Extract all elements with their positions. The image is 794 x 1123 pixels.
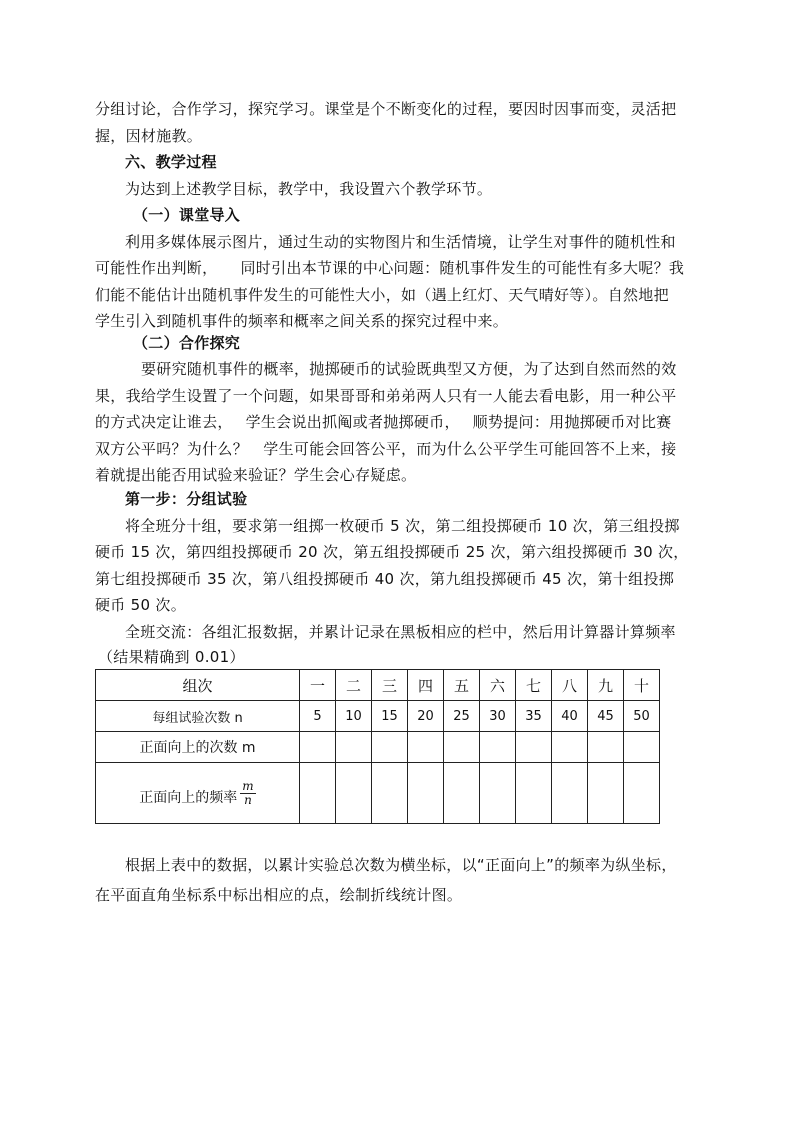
trials-cell: 50 <box>624 701 660 732</box>
paragraph-line: 硬币 15 次，第四组投掷硬币 20 次，第五组投掷硬币 25 次，第六组投掷硬币 30 次， <box>95 543 689 561</box>
paragraph-line: 分组讨论，合作学习，探究学习。课堂是个不断变化的过程，要因时因事而变，灵活把 <box>95 100 677 118</box>
paragraph-line: 们能不能估计出随机事件发生的可能性大小，如（遇上红灯、天气晴好等）。自然地把 <box>95 286 669 304</box>
paragraph-line: 双方公平吗？为什么？ 学生可能会回答公平，而为什么公平学生可能回答不上来，接 <box>95 440 677 458</box>
empty-cell <box>408 732 444 763</box>
fraction-denominator: n <box>244 792 252 807</box>
group-cell: 九 <box>588 670 624 701</box>
paragraph-line: 果，我给学生设置了一个问题，如果哥哥和弟弟两人只有一人能去看电影，用一种公平 <box>95 387 677 405</box>
trials-cell: 20 <box>408 701 444 732</box>
table-header-cell: 组次 <box>96 670 300 701</box>
paragraph-line: 第七组投掷硬币 35 次，第八组投掷硬币 40 次，第九组投掷硬币 45 次，第十组投掷 <box>95 570 675 588</box>
empty-cell <box>444 763 480 824</box>
empty-cell <box>408 763 444 824</box>
group-cell: 七 <box>516 670 552 701</box>
table-row <box>96 763 660 824</box>
table-header-cell <box>96 763 300 824</box>
frequency-label-text: 正面向上的频率 <box>139 789 238 806</box>
paragraph-line: 根据上表中的数据，以累计实验总次数为横坐标，以“正面向上”的频率为纵坐标， <box>125 856 677 874</box>
paragraph-line: 的方式决定让谁去， 学生会说出抓阄或者抛掷硬币， 顺势提问：用抛掷硬币对比赛 <box>95 413 672 431</box>
empty-cell <box>336 763 372 824</box>
table-row <box>96 701 660 732</box>
empty-cell <box>480 732 516 763</box>
group-cell: 十 <box>624 670 660 701</box>
group-cell: 四 <box>408 670 444 701</box>
group-cell: 六 <box>480 670 516 701</box>
paragraph-line: 在平面直角坐标系中标出相应的点，绘制折线统计图。 <box>95 886 463 904</box>
paragraph-line: 将全班分十组，要求第一组掷一枚硬币 5 次，第二组投掷硬币 10 次，第三组投掷 <box>125 517 680 535</box>
empty-cell <box>336 732 372 763</box>
group-cell: 一 <box>300 670 336 701</box>
subsection-heading: （一）课堂导入 <box>133 206 241 224</box>
table-header-cell: 正面向上的次数 m <box>96 732 300 763</box>
paragraph-line: （结果精确到 0.01） <box>98 648 245 666</box>
trials-cell: 10 <box>336 701 372 732</box>
empty-cell <box>372 732 408 763</box>
empty-cell <box>624 763 660 824</box>
trials-cell: 35 <box>516 701 552 732</box>
trials-cell: 40 <box>552 701 588 732</box>
empty-cell <box>516 763 552 824</box>
frequency-label <box>139 780 255 807</box>
trials-cell: 30 <box>480 701 516 732</box>
group-cell: 二 <box>336 670 372 701</box>
table-header-cell: 每组试验次数 n <box>96 701 300 732</box>
section-heading: 六、教学过程 <box>125 153 217 171</box>
paragraph-line: 为达到上述教学目标，教学中，我设置六个教学环节。 <box>125 180 493 198</box>
paragraph-line: 学生引入到随机事件的频率和概率之间关系的探究过程中来。 <box>95 312 509 330</box>
paragraph-line: 利用多媒体展示图片，通过生动的实物图片和生活情境，让学生对事件的随机性和 <box>125 233 676 251</box>
table-row <box>96 732 660 763</box>
group-cell: 八 <box>552 670 588 701</box>
step-heading: 第一步：分组试验 <box>125 490 248 508</box>
paragraph-line: 硬币 50 次。 <box>95 596 187 614</box>
empty-cell <box>516 732 552 763</box>
table-row <box>96 670 660 701</box>
empty-cell <box>300 763 336 824</box>
coin-toss-table <box>95 669 660 824</box>
paragraph-line: 握，因材施教。 <box>95 127 203 145</box>
empty-cell <box>624 732 660 763</box>
paragraph-line: 要研究随机事件的概率，抛掷硬币的试验既典型又方便，为了达到自然而然的效 <box>141 360 677 378</box>
empty-cell <box>372 763 408 824</box>
empty-cell <box>552 732 588 763</box>
trials-cell: 5 <box>300 701 336 732</box>
empty-cell <box>588 763 624 824</box>
paragraph-line: 着就提出能否用试验来验证？学生会心存疑虑。 <box>95 466 417 484</box>
group-cell: 三 <box>372 670 408 701</box>
empty-cell <box>300 732 336 763</box>
trials-cell: 25 <box>444 701 480 732</box>
trials-cell: 15 <box>372 701 408 732</box>
subsection-heading: （二）合作探究 <box>133 334 241 352</box>
trials-cell: 45 <box>588 701 624 732</box>
paragraph-line: 可能性作出判断， 同时引出本节课的中心问题：随机事件发生的可能性有多大呢？我 <box>95 259 685 277</box>
paragraph-line: 全班交流：各组汇报数据，并累计记录在黑板相应的栏中，然后用计算器计算频率 <box>125 623 676 641</box>
group-cell: 五 <box>444 670 480 701</box>
fraction-m-over-n <box>240 780 255 807</box>
empty-cell <box>552 763 588 824</box>
fraction-numerator: m <box>242 778 254 793</box>
empty-cell <box>588 732 624 763</box>
empty-cell <box>480 763 516 824</box>
empty-cell <box>444 732 480 763</box>
